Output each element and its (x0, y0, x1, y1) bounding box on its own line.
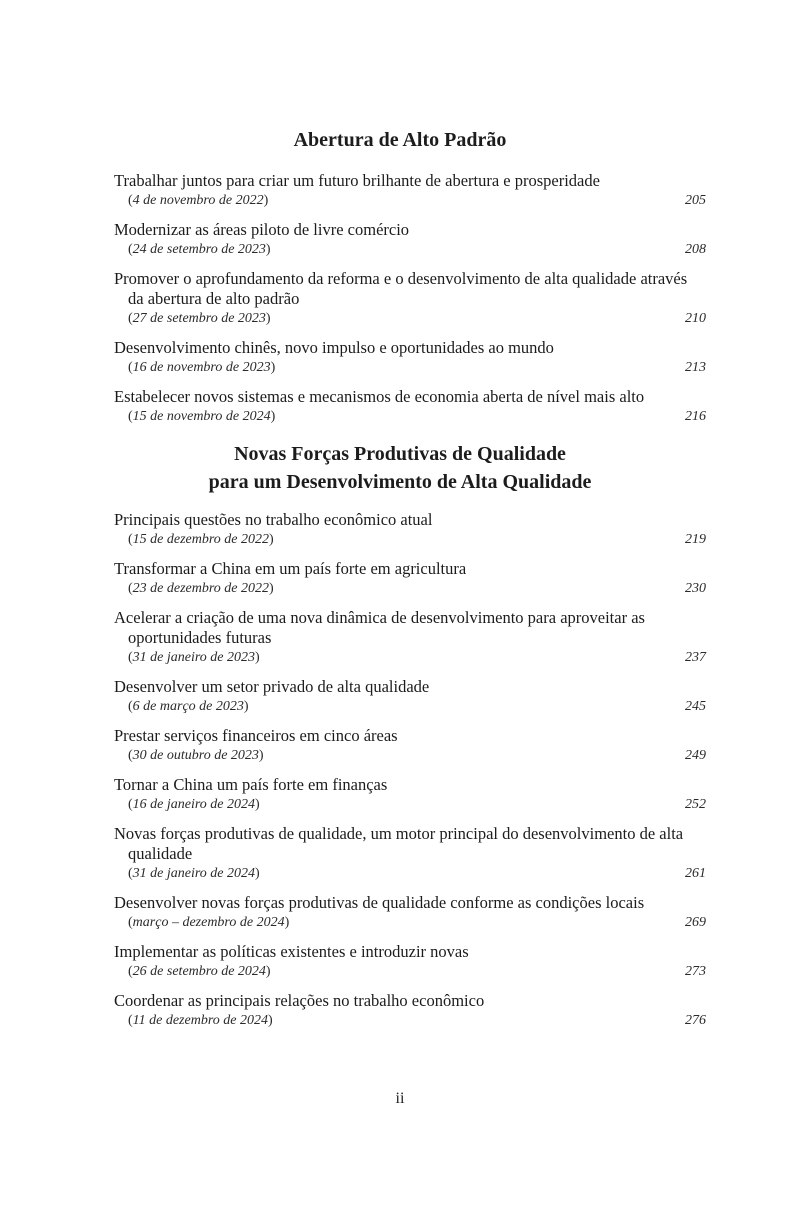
toc-entry-title: Acelerar a criação de uma nova dinâmica de desenvolvimento para aproveitar as oportunidades futuras (114, 608, 645, 647)
toc-entry-page: 269 (685, 915, 706, 930)
toc-entry-date: 31 de janeiro de 2024 (132, 866, 256, 881)
toc-entry (114, 338, 706, 377)
toc-section-novas-forcas (114, 510, 706, 1040)
toc-entry-meta (114, 309, 706, 328)
toc-entry-date: 27 de setembro de 2023 (132, 311, 266, 326)
toc-entry-meta (114, 962, 706, 981)
toc-entry-date: 16 de novembro de 2023 (132, 360, 271, 375)
toc-entry-title: Implementar as políticas existentes e introduzir novas (114, 942, 469, 961)
paren-close: ) (270, 409, 276, 424)
toc-entry-page: 252 (685, 797, 706, 812)
toc-entry (114, 608, 706, 667)
toc-entry-title: Modernizar as áreas piloto de livre comércio (114, 220, 410, 239)
toc-entry-title: Transformar a China em um país forte em agricultura (114, 559, 467, 578)
paren-close: ) (255, 797, 260, 812)
toc-entry-date: 23 de dezembro de 2022 (132, 581, 270, 596)
paren-open: ( (128, 699, 133, 714)
paren-close: ) (255, 866, 260, 881)
toc-entry-page: 249 (685, 748, 706, 763)
toc-entry-meta (114, 358, 706, 377)
toc-entry (114, 510, 706, 549)
toc-entry-date: 15 de dezembro de 2022 (132, 532, 270, 547)
toc-entry-date: 16 de janeiro de 2024 (132, 797, 256, 812)
toc-entry-page: 216 (685, 409, 706, 424)
toc-entry (114, 677, 706, 716)
paren-close: ) (265, 242, 271, 257)
paren-close: ) (269, 532, 274, 547)
toc-entry-date-wrap (128, 864, 260, 883)
toc-entry-page: 213 (685, 360, 706, 375)
paren-close: ) (263, 193, 269, 208)
paren-open: ( (128, 311, 133, 326)
paren-open: ( (128, 748, 133, 763)
toc-entry-date-wrap (128, 240, 271, 259)
toc-entry (114, 775, 706, 814)
toc-entry-title: Trabalhar juntos para criar um futuro brilhante de abertura e prosperidade (114, 171, 600, 190)
toc-entry-title: Coordenar as principais relações no trabalho econômico (114, 991, 485, 1010)
toc-entry (114, 171, 706, 210)
toc-entry-meta (114, 407, 706, 426)
toc-entry-date-wrap (128, 1011, 273, 1030)
toc-entry-meta (114, 240, 706, 259)
toc-entry-meta (114, 191, 706, 210)
toc-entry-title: Estabelecer novos sistemas e mecanismos de economia aberta de nível mais alto (114, 387, 645, 406)
toc-entry (114, 824, 706, 883)
toc-entry (114, 991, 706, 1030)
paren-open: ( (128, 797, 133, 812)
toc-entry-title: Promover o aprofundamento da reforma e o desenvolvimento de alta qualidade através da abertura de alto padrão (114, 269, 688, 308)
page-number: ii (395, 1090, 405, 1107)
toc-entry-date-wrap (128, 746, 264, 765)
toc-entry-date-wrap (128, 358, 275, 377)
toc-entry-page: 273 (685, 964, 706, 979)
toc-entry (114, 220, 706, 259)
paren-close: ) (243, 699, 249, 714)
paren-open: ( (128, 964, 133, 979)
toc-entry-title: Desenvolver um setor privado de alta qualidade (114, 677, 430, 696)
toc-entry (114, 942, 706, 981)
toc-entry-meta (114, 795, 706, 814)
toc-entry-date: 30 de outubro de 2023 (132, 748, 259, 763)
paren-close: ) (284, 915, 290, 930)
toc-entry-date: 11 de dezembro de 2024 (132, 1013, 268, 1028)
paren-open: ( (128, 581, 133, 596)
toc-entry-title: Desenvolvimento chinês, novo impulso e oportunidades ao mundo (114, 338, 554, 357)
toc-entry-date-wrap (128, 579, 274, 598)
paren-open: ( (128, 193, 133, 208)
toc-entry-page: 276 (685, 1013, 706, 1028)
toc-entry-page: 219 (685, 532, 706, 547)
toc-entry-meta (114, 913, 706, 932)
toc-entry-date-wrap (128, 648, 260, 667)
paren-close: ) (265, 964, 271, 979)
toc-entry (114, 893, 706, 932)
toc-entry-page: 245 (685, 699, 706, 714)
toc-entry-date: 6 de março de 2023 (132, 699, 244, 714)
toc-entry-title: Prestar serviços financeiros em cinco áreas (114, 726, 398, 745)
toc-entry-title: Tornar a China um país forte em finanças (114, 775, 388, 794)
paren-close: ) (255, 650, 260, 665)
paren-open: ( (128, 409, 133, 424)
toc-entry (114, 269, 706, 328)
toc-entry-date-wrap (128, 697, 249, 716)
paren-open: ( (128, 532, 133, 547)
paren-open: ( (128, 866, 133, 881)
toc-entry-title: Novas forças produtivas de qualidade, um motor principal do desenvolvimento de alta qualidade (114, 824, 684, 863)
toc-entry-date-wrap (128, 407, 275, 426)
paren-close: ) (267, 1013, 273, 1028)
paren-open: ( (128, 915, 133, 930)
toc-entry-date-wrap (128, 530, 274, 549)
toc-entry-meta (114, 579, 706, 598)
toc-entry-page: 208 (685, 242, 706, 257)
toc-entry-date: março – dezembro de 2024 (132, 915, 285, 930)
toc-entry-page: 261 (685, 866, 706, 881)
toc-entry-date: 26 de setembro de 2024 (132, 964, 266, 979)
paren-close: ) (258, 748, 264, 763)
toc-entry-meta (114, 530, 706, 549)
toc-entry-date-wrap (128, 309, 271, 328)
paren-open: ( (128, 1013, 133, 1028)
toc-section-abertura (114, 171, 706, 436)
paren-open: ( (128, 360, 133, 375)
paren-close: ) (265, 311, 271, 326)
toc-entry-title: Principais questões no trabalho econômico atual (114, 510, 433, 529)
section-title-line-1: Novas Forças Produtivas de Qualidade (234, 443, 566, 465)
toc-entry-page: 205 (685, 193, 706, 208)
toc-entry (114, 559, 706, 598)
toc-entry-date-wrap (128, 191, 268, 210)
toc-entry-date-wrap (128, 913, 289, 932)
toc-entry-date: 24 de setembro de 2023 (132, 242, 266, 257)
toc-entry-page: 237 (685, 650, 706, 665)
toc-entry-date: 15 de novembro de 2024 (132, 409, 271, 424)
toc-entry-meta (114, 648, 706, 667)
section-title-line-2: para um Desenvolvimento de Alta Qualidade (208, 471, 592, 493)
toc-entry-meta (114, 746, 706, 765)
paren-close: ) (270, 360, 276, 375)
toc-entry-date: 4 de novembro de 2022 (132, 193, 264, 208)
toc-entry-title: Desenvolver novas forças produtivas de qualidade conforme as condições locais (114, 893, 645, 912)
toc-entry-meta (114, 864, 706, 883)
paren-open: ( (128, 242, 133, 257)
toc-entry-page: 210 (685, 311, 706, 326)
toc-entry-date-wrap (128, 962, 271, 981)
toc-entry (114, 726, 706, 765)
toc-entry (114, 387, 706, 426)
toc-entry-date: 31 de janeiro de 2023 (132, 650, 256, 665)
toc-entry-meta (114, 1011, 706, 1030)
section-title-abertura: Abertura de Alto Padrão (293, 129, 507, 151)
toc-entry-page: 230 (685, 581, 706, 596)
paren-close: ) (269, 581, 274, 596)
paren-open: ( (128, 650, 133, 665)
section-title-novas-forcas (0, 440, 800, 496)
toc-entry-date-wrap (128, 795, 260, 814)
toc-entry-meta (114, 697, 706, 716)
